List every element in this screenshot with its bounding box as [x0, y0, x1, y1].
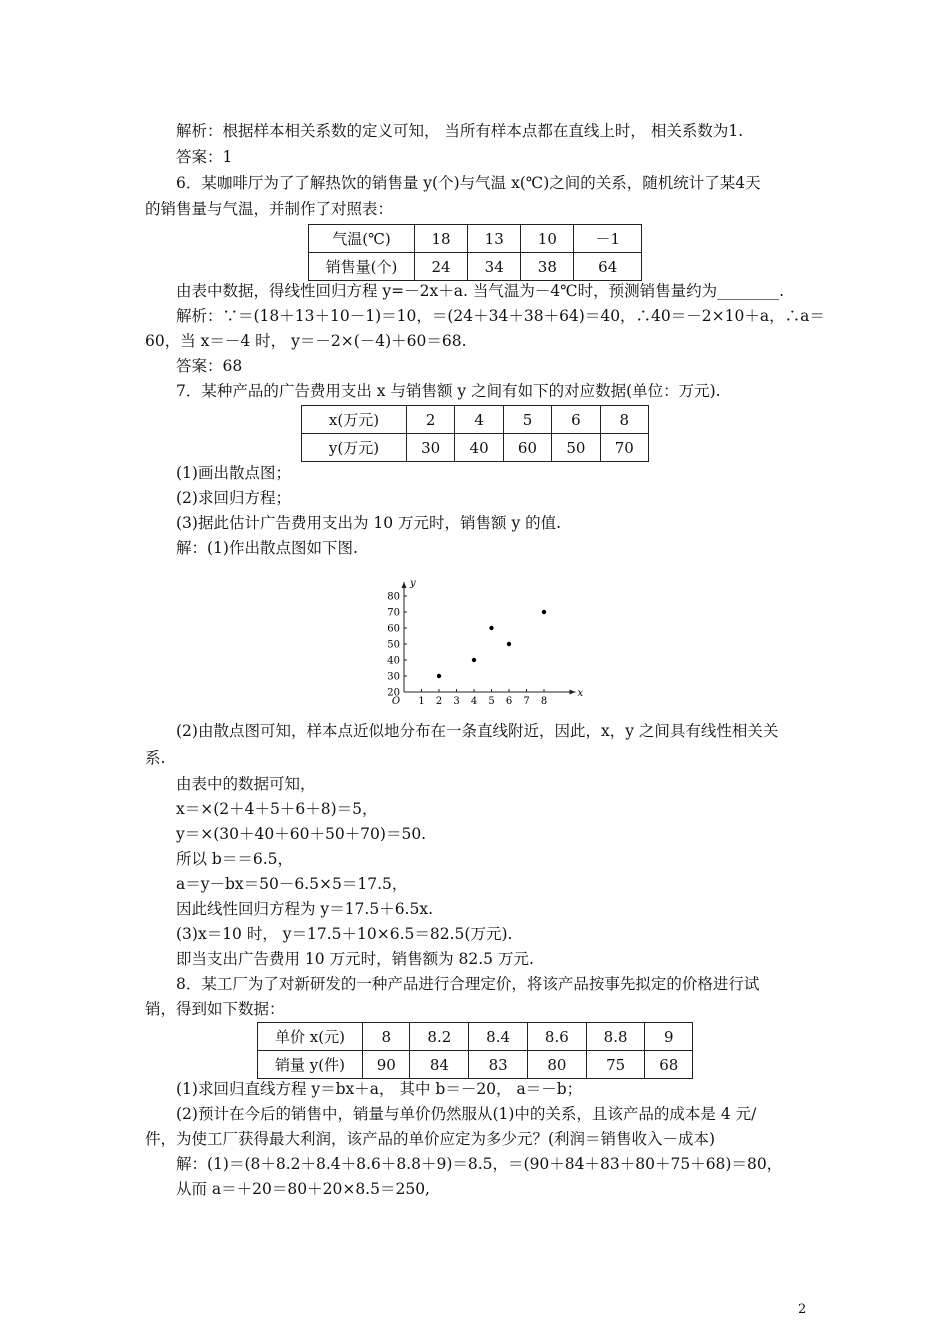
x-tick-label: 4: [470, 696, 478, 707]
text-line: 60，当 x＝－4 时， y＝－2×(－4)＋60＝68.: [145, 332, 467, 350]
table-cell: －1: [574, 225, 642, 253]
table-cell: 80: [527, 1051, 586, 1079]
table-cell: 8: [600, 406, 648, 434]
table-cell: 13: [468, 225, 521, 253]
table-cell: 2: [407, 406, 455, 434]
table-cell: 8: [363, 1023, 410, 1051]
y-tick-label: 50: [387, 639, 400, 651]
problem-6-heading: 6．某咖啡厅为了了解热饮的销售量 y(个)与气温 x(℃)之间的关系，随机统计了某4天: [176, 174, 761, 192]
text-line: 答案：1: [176, 148, 233, 166]
text-line: 解析：∵＝(18＋13＋10－1)＝10，＝(24＋34＋38＋64)＝40，∴40＝－2×10＋a，∴a＝: [176, 307, 825, 325]
x-axis-label: x: [577, 688, 584, 699]
table-row: [258, 1051, 693, 1079]
x-tick-label: 3: [453, 696, 460, 707]
text-line: 系.: [145, 749, 166, 767]
page-number: 2: [798, 1302, 807, 1317]
x-tick-label: 1: [418, 696, 425, 707]
text-line: (2)求回归方程；: [176, 489, 291, 507]
table-cell: 8.2: [410, 1023, 469, 1051]
text-line: 解析：根据样本相关系数的定义可知， 当所有样本点都在直线上时， 相关系数为1.: [176, 122, 744, 140]
text-line: (2)预计在今后的销售中，销量与单价仍然服从(1)中的关系，且该产品的成本是 4 元/: [176, 1105, 757, 1123]
y-tick-label: 30: [387, 671, 400, 683]
table-cell: 8.6: [527, 1023, 586, 1051]
problem-8-heading: 8．某工厂为了对新研发的一种产品进行合理定价，将该产品按事先拟定的价格进行试: [176, 975, 760, 993]
scatter-plot: [360, 560, 600, 710]
table-cell: 8.4: [469, 1023, 528, 1051]
table-row: [258, 1023, 693, 1051]
table-cell: 70: [600, 434, 648, 462]
table-cell: 64: [574, 253, 642, 281]
table-cell: 气温(℃): [309, 225, 415, 253]
text-line: 由表中的数据可知，: [176, 775, 316, 793]
table-cell: 24: [415, 253, 468, 281]
text-line: 所以 b＝＝6.5，: [176, 850, 293, 868]
table-cell: 9: [645, 1023, 693, 1051]
table-cell: 10: [521, 225, 574, 253]
text-line: (2)由散点图可知，样本点近似地分布在一条直线附近，因此，x，y 之间具有线性相关关: [176, 722, 779, 740]
table-cell: 30: [407, 434, 455, 462]
table-row: [309, 253, 642, 281]
x-tick-label: 5: [488, 696, 495, 707]
text-line: 解：(1)＝(8＋8.2＋8.4＋8.6＋8.8＋9)＝8.5，＝(90＋84＋83＋80＋75＋68)＝80，: [176, 1155, 783, 1173]
text-line: x＝×(2＋4＋5＋6＋8)＝5，: [176, 800, 378, 818]
data-point: [507, 642, 511, 646]
table-cell: 8.8: [586, 1023, 645, 1051]
table-cell: 34: [468, 253, 521, 281]
table-cell: y(万元): [302, 434, 407, 462]
problem-7-heading: 7．某种产品的广告费用支出 x 与销售额 y 之间有如下的对应数据(单位：万元).: [176, 382, 721, 400]
table-row: [302, 434, 649, 462]
text-line: 由表中数据，得线性回归方程 y=－2x＋a. 当气温为－4℃时，预测销售量约为________.: [176, 282, 784, 300]
table-cell: 18: [415, 225, 468, 253]
text-line: (3)x＝10 时， y＝17.5＋10×6.5＝82.5(万元).: [176, 925, 513, 943]
text-line: (1)画出散点图；: [176, 464, 291, 482]
y-axis-label: y: [410, 578, 416, 589]
data-point: [472, 658, 476, 662]
table-cell: 68: [645, 1051, 693, 1079]
text-line: (3)据此估计广告费用支出为 10 万元时，销售额 y 的值.: [176, 514, 562, 532]
table-cell: 38: [521, 253, 574, 281]
x-tick-label: 7: [523, 696, 530, 707]
table-cell: 75: [586, 1051, 645, 1079]
text-line: 即当支出广告费用 10 万元时，销售额为 82.5 万元.: [176, 950, 534, 968]
text-line: 销，得到如下数据：: [145, 1000, 285, 1018]
x-tick-label: 6: [505, 696, 513, 707]
y-tick-label: 80: [387, 591, 400, 603]
table-cell: 5: [503, 406, 551, 434]
text-line: 解：(1)作出散点图如下图.: [176, 539, 358, 557]
y-tick-label: 20: [387, 687, 400, 699]
y-axis-arrow-icon: [402, 582, 407, 588]
data-point: [437, 674, 441, 678]
table-cell: 84: [410, 1051, 469, 1079]
table-ad-cost-sales: [301, 405, 649, 462]
text-line: a＝y－bx＝50－6.5×5＝17.5，: [176, 875, 408, 893]
x-tick-label: 2: [435, 696, 443, 707]
table-cell: 4: [455, 406, 503, 434]
table-cell: 40: [455, 434, 503, 462]
table-cell: 60: [503, 434, 551, 462]
y-tick-label: 70: [387, 607, 400, 619]
table-row: [309, 225, 642, 253]
y-tick-label: 40: [387, 655, 400, 667]
origin-label: O: [391, 696, 401, 707]
text-line: (1)求回归直线方程 y＝bx＋a， 其中 b＝－20， a＝－b；: [176, 1080, 583, 1098]
text-line: 的销售量与气温，并制作了对照表：: [145, 200, 394, 218]
text-line: 件，为使工厂获得最大利润，该产品的单价应定为多少元？(利润＝销售收入－成本): [145, 1130, 716, 1148]
text-line: 从而 a＝＋20＝80＋20×8.5＝250,: [176, 1180, 430, 1198]
text-line: 答案：68: [176, 357, 243, 375]
table-temperature-sales: [308, 224, 642, 281]
x-tick-label: 8: [540, 696, 548, 707]
table-price-sales: [257, 1022, 693, 1079]
table-cell: 6: [552, 406, 600, 434]
y-tick-label: 60: [387, 623, 400, 635]
table-cell: 50: [552, 434, 600, 462]
table-cell: 83: [469, 1051, 528, 1079]
data-point: [542, 610, 546, 614]
table-cell: 销量 y(件): [258, 1051, 363, 1079]
x-axis-arrow-icon: [570, 690, 576, 695]
text-line: 因此线性回归方程为 y＝17.5＋6.5x.: [176, 900, 434, 918]
data-point: [489, 626, 493, 630]
table-cell: 90: [363, 1051, 410, 1079]
table-cell: 单价 x(元): [258, 1023, 363, 1051]
table-cell: 销售量(个): [309, 253, 415, 281]
table-row: [302, 406, 649, 434]
table-cell: x(万元): [302, 406, 407, 434]
text-line: y＝×(30＋40＋60＋50＋70)＝50.: [176, 825, 427, 843]
